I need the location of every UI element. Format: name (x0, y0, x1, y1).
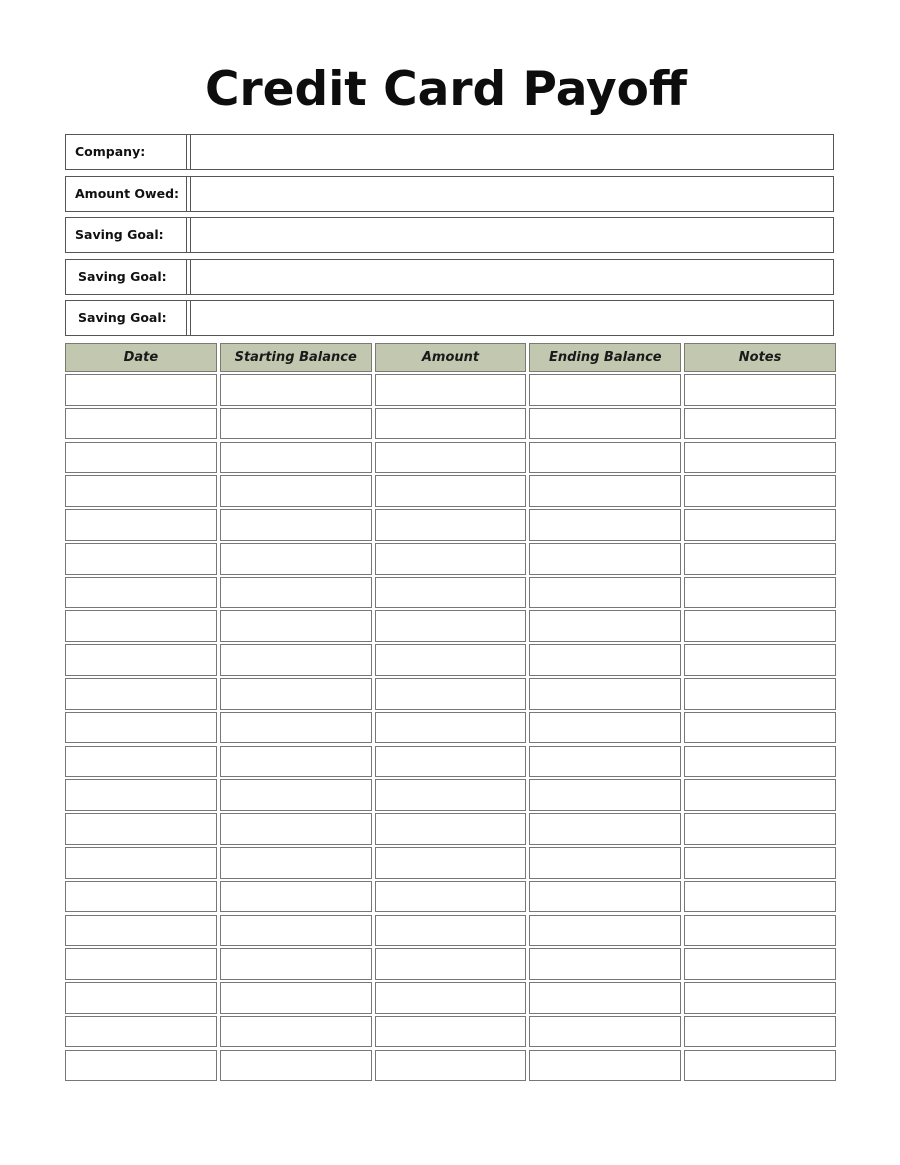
starting-balance-cell[interactable] (220, 509, 372, 541)
ending-balance-cell[interactable] (529, 881, 681, 913)
table-row (65, 678, 836, 710)
starting-balance-cell[interactable] (220, 543, 372, 575)
starting-balance-cell[interactable] (220, 779, 372, 811)
saving-goal-label: Saving Goal: (65, 217, 191, 253)
date-cell[interactable] (65, 881, 217, 913)
date-cell[interactable] (65, 408, 217, 440)
table-row (65, 543, 836, 575)
ending-balance-cell[interactable] (529, 644, 681, 676)
column-header-notes: Notes (684, 343, 836, 372)
starting-balance-cell[interactable] (220, 881, 372, 913)
table-row (65, 712, 836, 744)
starting-balance-cell[interactable] (220, 442, 372, 474)
ending-balance-cell[interactable] (529, 847, 681, 879)
date-cell[interactable] (65, 442, 217, 474)
saving-goal-label: Saving Goal: (65, 300, 191, 336)
saving-goal-label: Saving Goal: (65, 259, 191, 295)
amount-cell[interactable] (375, 847, 527, 879)
info-row-company (65, 134, 835, 172)
company-field[interactable] (186, 134, 834, 170)
starting-balance-cell[interactable] (220, 915, 372, 947)
notes-cell[interactable] (684, 881, 836, 913)
table-row (65, 982, 836, 1014)
date-cell[interactable] (65, 610, 217, 642)
amount-cell[interactable] (375, 374, 527, 406)
starting-balance-cell[interactable] (220, 982, 372, 1014)
date-cell[interactable] (65, 374, 217, 406)
notes-cell[interactable] (684, 678, 836, 710)
amount-cell[interactable] (375, 881, 527, 913)
ending-balance-cell[interactable] (529, 712, 681, 744)
table-row (65, 881, 836, 913)
amount-cell[interactable] (375, 644, 527, 676)
ending-balance-cell[interactable] (529, 543, 681, 575)
notes-cell[interactable] (684, 408, 836, 440)
starting-balance-cell[interactable] (220, 712, 372, 744)
table-row (65, 813, 836, 845)
date-cell[interactable] (65, 915, 217, 947)
date-cell[interactable] (65, 847, 217, 879)
table-row (65, 948, 836, 980)
table-row (65, 1050, 836, 1082)
amount-cell[interactable] (375, 678, 527, 710)
notes-cell[interactable] (684, 1016, 836, 1048)
starting-balance-cell[interactable] (220, 408, 372, 440)
notes-cell[interactable] (684, 915, 836, 947)
ending-balance-cell[interactable] (529, 408, 681, 440)
starting-balance-cell[interactable] (220, 948, 372, 980)
date-cell[interactable] (65, 1016, 217, 1048)
column-header-starting-balance: Starting Balance (220, 343, 372, 372)
amount-cell[interactable] (375, 948, 527, 980)
table-row (65, 644, 836, 676)
amount-cell[interactable] (375, 1050, 527, 1082)
notes-cell[interactable] (684, 779, 836, 811)
starting-balance-cell[interactable] (220, 610, 372, 642)
starting-balance-cell[interactable] (220, 644, 372, 676)
amount-cell[interactable] (375, 577, 527, 609)
starting-balance-cell[interactable] (220, 1016, 372, 1048)
notes-cell[interactable] (684, 712, 836, 744)
table-row (65, 746, 836, 778)
column-header-ending-balance: Ending Balance (529, 343, 681, 372)
saving-goal-field[interactable] (186, 217, 834, 253)
ending-balance-cell[interactable] (529, 813, 681, 845)
amount-cell[interactable] (375, 509, 527, 541)
ending-balance-cell[interactable] (529, 948, 681, 980)
ending-balance-cell[interactable] (529, 779, 681, 811)
info-row-amount-owed (65, 176, 835, 214)
notes-cell[interactable] (684, 475, 836, 507)
notes-cell[interactable] (684, 374, 836, 406)
notes-cell[interactable] (684, 982, 836, 1014)
amount-cell[interactable] (375, 712, 527, 744)
ending-balance-cell[interactable] (529, 475, 681, 507)
table-row (65, 577, 836, 609)
company-label: Company: (65, 134, 191, 170)
starting-balance-cell[interactable] (220, 678, 372, 710)
page-title: Credit Card Payoff (205, 62, 687, 117)
notes-cell[interactable] (684, 509, 836, 541)
notes-cell[interactable] (684, 813, 836, 845)
date-cell[interactable] (65, 644, 217, 676)
table-row (65, 374, 836, 406)
table-row (65, 847, 836, 879)
ending-balance-cell[interactable] (529, 610, 681, 642)
ending-balance-cell[interactable] (529, 442, 681, 474)
notes-cell[interactable] (684, 644, 836, 676)
date-cell[interactable] (65, 577, 217, 609)
starting-balance-cell[interactable] (220, 1050, 372, 1082)
notes-cell[interactable] (684, 1050, 836, 1082)
column-header-date: Date (65, 343, 217, 372)
ending-balance-cell[interactable] (529, 746, 681, 778)
amount-owed-field[interactable] (186, 176, 834, 212)
amount-owed-label: Amount Owed: (65, 176, 191, 212)
notes-cell[interactable] (684, 948, 836, 980)
amount-cell[interactable] (375, 610, 527, 642)
table-row (65, 509, 836, 541)
starting-balance-cell[interactable] (220, 746, 372, 778)
table-row (65, 610, 836, 642)
date-cell[interactable] (65, 509, 217, 541)
table-row (65, 1016, 836, 1048)
date-cell[interactable] (65, 813, 217, 845)
amount-cell[interactable] (375, 982, 527, 1014)
ending-balance-cell[interactable] (529, 678, 681, 710)
saving-goal-field[interactable] (186, 259, 834, 295)
date-cell[interactable] (65, 712, 217, 744)
notes-cell[interactable] (684, 610, 836, 642)
amount-cell[interactable] (375, 408, 527, 440)
ending-balance-cell[interactable] (529, 1016, 681, 1048)
amount-cell[interactable] (375, 813, 527, 845)
starting-balance-cell[interactable] (220, 475, 372, 507)
amount-cell[interactable] (375, 475, 527, 507)
saving-goal-field[interactable] (186, 300, 834, 336)
info-row-saving-goal-3 (65, 300, 835, 338)
date-cell[interactable] (65, 746, 217, 778)
column-header-amount: Amount (375, 343, 527, 372)
table-row (65, 915, 836, 947)
ending-balance-cell[interactable] (529, 577, 681, 609)
date-cell[interactable] (65, 475, 217, 507)
info-section (65, 134, 835, 342)
starting-balance-cell[interactable] (220, 374, 372, 406)
starting-balance-cell[interactable] (220, 577, 372, 609)
notes-cell[interactable] (684, 543, 836, 575)
table-row (65, 442, 836, 474)
date-cell[interactable] (65, 948, 217, 980)
amount-cell[interactable] (375, 915, 527, 947)
amount-cell[interactable] (375, 746, 527, 778)
date-cell[interactable] (65, 678, 217, 710)
amount-cell[interactable] (375, 442, 527, 474)
notes-cell[interactable] (684, 577, 836, 609)
notes-cell[interactable] (684, 746, 836, 778)
table-row (65, 475, 836, 507)
notes-cell[interactable] (684, 847, 836, 879)
table-row (65, 779, 836, 811)
amount-cell[interactable] (375, 779, 527, 811)
starting-balance-cell[interactable] (220, 813, 372, 845)
table-header (65, 343, 836, 372)
ending-balance-cell[interactable] (529, 509, 681, 541)
info-row-saving-goal-2 (65, 259, 835, 297)
amount-cell[interactable] (375, 1016, 527, 1048)
table-body (65, 374, 836, 1081)
payoff-log-table (65, 343, 836, 1083)
info-row-saving-goal-1 (65, 217, 835, 255)
date-cell[interactable] (65, 1050, 217, 1082)
ending-balance-cell[interactable] (529, 1050, 681, 1082)
ending-balance-cell[interactable] (529, 915, 681, 947)
ending-balance-cell[interactable] (529, 982, 681, 1014)
amount-cell[interactable] (375, 543, 527, 575)
notes-cell[interactable] (684, 442, 836, 474)
date-cell[interactable] (65, 779, 217, 811)
date-cell[interactable] (65, 982, 217, 1014)
table-row (65, 408, 836, 440)
starting-balance-cell[interactable] (220, 847, 372, 879)
ending-balance-cell[interactable] (529, 374, 681, 406)
date-cell[interactable] (65, 543, 217, 575)
